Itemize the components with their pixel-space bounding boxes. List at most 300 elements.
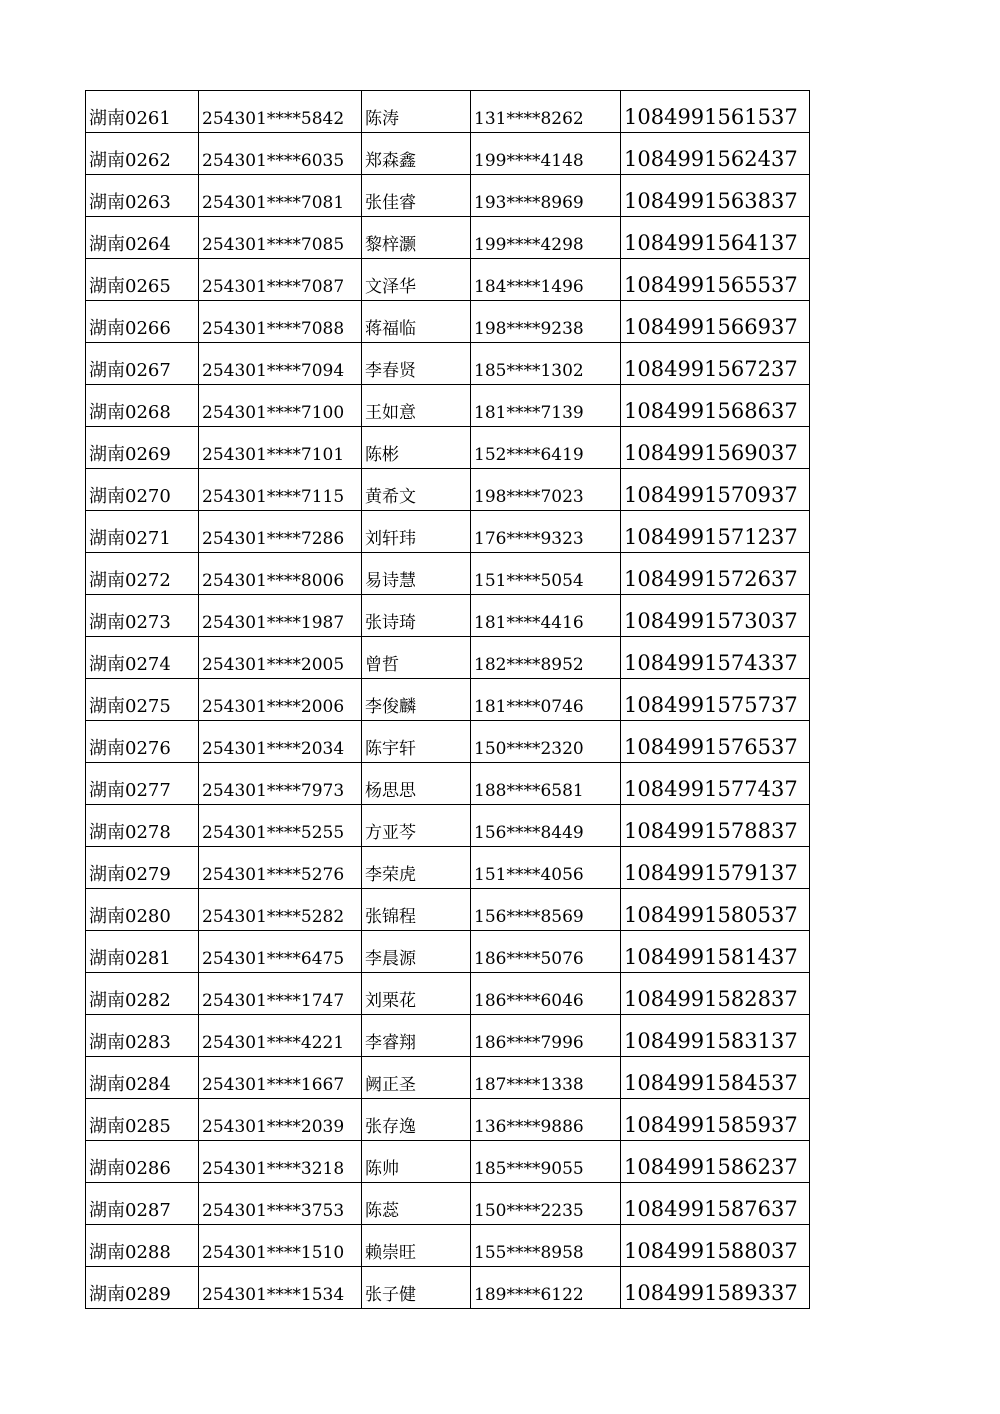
code-cell bbox=[86, 1225, 199, 1267]
tracking-number-text: 1084991579137 bbox=[624, 861, 798, 885]
name-text: 张存逸 bbox=[365, 1117, 416, 1137]
name-cell bbox=[362, 1267, 471, 1309]
phone-text: 136****9886 bbox=[474, 1117, 584, 1137]
tracking-number-text: 1084991570937 bbox=[624, 483, 798, 507]
table-row bbox=[86, 805, 810, 847]
tracking-number-cell bbox=[621, 217, 810, 259]
phone-cell bbox=[471, 1015, 621, 1057]
phone-cell bbox=[471, 1057, 621, 1099]
code-cell bbox=[86, 343, 199, 385]
phone-cell bbox=[471, 679, 621, 721]
id-number-cell bbox=[199, 1057, 362, 1099]
id-number-cell bbox=[199, 595, 362, 637]
table-row bbox=[86, 1141, 810, 1183]
name-cell bbox=[362, 469, 471, 511]
code-text: 湖南0276 bbox=[89, 738, 171, 759]
id-number-text: 254301****1987 bbox=[202, 613, 345, 633]
table-row bbox=[86, 469, 810, 511]
code-text: 湖南0273 bbox=[89, 612, 171, 633]
id-number-cell bbox=[199, 1267, 362, 1309]
tracking-number-cell bbox=[621, 973, 810, 1015]
name-text: 李睿翔 bbox=[365, 1033, 416, 1053]
id-number-text: 254301****7115 bbox=[202, 487, 345, 507]
phone-text: 181****7139 bbox=[474, 403, 584, 423]
name-cell bbox=[362, 931, 471, 973]
tracking-number-cell bbox=[621, 511, 810, 553]
name-text: 曾哲 bbox=[365, 655, 399, 675]
table-row bbox=[86, 763, 810, 805]
code-text: 湖南0278 bbox=[89, 822, 171, 843]
table-row bbox=[86, 343, 810, 385]
id-number-text: 254301****8006 bbox=[202, 571, 345, 591]
name-cell bbox=[362, 91, 471, 133]
name-cell bbox=[362, 1015, 471, 1057]
id-number-cell bbox=[199, 301, 362, 343]
id-number-cell bbox=[199, 511, 362, 553]
name-text: 陈帅 bbox=[365, 1159, 399, 1179]
code-cell bbox=[86, 679, 199, 721]
tracking-number-cell bbox=[621, 1267, 810, 1309]
tracking-number-cell bbox=[621, 133, 810, 175]
id-number-cell bbox=[199, 469, 362, 511]
tracking-number-cell bbox=[621, 1183, 810, 1225]
tracking-number-cell bbox=[621, 385, 810, 427]
tracking-number-cell bbox=[621, 259, 810, 301]
table-row bbox=[86, 553, 810, 595]
phone-text: 199****4148 bbox=[474, 151, 584, 171]
name-text: 李晨源 bbox=[365, 949, 416, 969]
code-text: 湖南0282 bbox=[89, 990, 171, 1011]
table-body bbox=[86, 91, 810, 1309]
tracking-number-text: 1084991565537 bbox=[624, 273, 798, 297]
id-number-cell bbox=[199, 259, 362, 301]
tracking-number-cell bbox=[621, 301, 810, 343]
tracking-number-text: 1084991588037 bbox=[624, 1239, 798, 1263]
tracking-number-cell bbox=[621, 637, 810, 679]
name-cell bbox=[362, 637, 471, 679]
table-row bbox=[86, 511, 810, 553]
name-cell bbox=[362, 217, 471, 259]
name-text: 赖崇旺 bbox=[365, 1243, 416, 1263]
table-row bbox=[86, 1183, 810, 1225]
id-number-text: 254301****7973 bbox=[202, 781, 345, 801]
code-cell bbox=[86, 973, 199, 1015]
id-number-cell bbox=[199, 1141, 362, 1183]
code-text: 湖南0288 bbox=[89, 1242, 171, 1263]
code-cell bbox=[86, 1099, 199, 1141]
id-number-text: 254301****1667 bbox=[202, 1075, 345, 1095]
name-text: 陈彬 bbox=[365, 445, 399, 465]
name-text: 陈涛 bbox=[365, 109, 399, 129]
name-text: 陈蕊 bbox=[365, 1201, 399, 1221]
phone-text: 185****9055 bbox=[474, 1159, 584, 1179]
code-text: 湖南0266 bbox=[89, 318, 171, 339]
table-row bbox=[86, 595, 810, 637]
id-number-cell bbox=[199, 217, 362, 259]
tracking-number-text: 1084991587637 bbox=[624, 1197, 798, 1221]
data-table bbox=[85, 90, 810, 1309]
table-row bbox=[86, 889, 810, 931]
code-text: 湖南0283 bbox=[89, 1032, 171, 1053]
table-row bbox=[86, 931, 810, 973]
id-number-cell bbox=[199, 385, 362, 427]
phone-text: 151****5054 bbox=[474, 571, 584, 591]
phone-cell bbox=[471, 91, 621, 133]
id-number-text: 254301****7081 bbox=[202, 193, 345, 213]
tracking-number-cell bbox=[621, 427, 810, 469]
phone-text: 181****4416 bbox=[474, 613, 584, 633]
table-row bbox=[86, 301, 810, 343]
code-text: 湖南0269 bbox=[89, 444, 171, 465]
code-cell bbox=[86, 259, 199, 301]
name-cell bbox=[362, 133, 471, 175]
tracking-number-cell bbox=[621, 763, 810, 805]
phone-cell bbox=[471, 595, 621, 637]
tracking-number-text: 1084991577437 bbox=[624, 777, 798, 801]
code-cell bbox=[86, 553, 199, 595]
id-number-text: 254301****2005 bbox=[202, 655, 345, 675]
tracking-number-cell bbox=[621, 931, 810, 973]
tracking-number-text: 1084991569037 bbox=[624, 441, 798, 465]
name-text: 陈宇轩 bbox=[365, 739, 416, 759]
name-cell bbox=[362, 1099, 471, 1141]
name-cell bbox=[362, 721, 471, 763]
code-cell bbox=[86, 889, 199, 931]
name-cell bbox=[362, 763, 471, 805]
name-cell bbox=[362, 427, 471, 469]
phone-cell bbox=[471, 343, 621, 385]
phone-cell bbox=[471, 301, 621, 343]
code-cell bbox=[86, 385, 199, 427]
id-number-text: 254301****2034 bbox=[202, 739, 345, 759]
table-row bbox=[86, 973, 810, 1015]
phone-text: 176****9323 bbox=[474, 529, 584, 549]
id-number-cell bbox=[199, 847, 362, 889]
name-text: 李荣虎 bbox=[365, 865, 416, 885]
name-cell bbox=[362, 889, 471, 931]
name-cell bbox=[362, 511, 471, 553]
phone-text: 156****8569 bbox=[474, 907, 584, 927]
tracking-number-cell bbox=[621, 889, 810, 931]
name-text: 张佳睿 bbox=[365, 193, 416, 213]
id-number-cell bbox=[199, 1225, 362, 1267]
code-cell bbox=[86, 721, 199, 763]
code-cell bbox=[86, 217, 199, 259]
id-number-text: 254301****7100 bbox=[202, 403, 345, 423]
table-row bbox=[86, 679, 810, 721]
tracking-number-cell bbox=[621, 721, 810, 763]
id-number-text: 254301****3753 bbox=[202, 1201, 345, 1221]
phone-text: 186****5076 bbox=[474, 949, 584, 969]
name-text: 刘轩玮 bbox=[365, 529, 416, 549]
id-number-text: 254301****7286 bbox=[202, 529, 345, 549]
table-row bbox=[86, 259, 810, 301]
phone-cell bbox=[471, 1267, 621, 1309]
code-text: 湖南0261 bbox=[89, 108, 171, 129]
phone-text: 198****9238 bbox=[474, 319, 584, 339]
tracking-number-cell bbox=[621, 1015, 810, 1057]
name-text: 郑森鑫 bbox=[365, 151, 416, 171]
phone-cell bbox=[471, 511, 621, 553]
code-text: 湖南0280 bbox=[89, 906, 171, 927]
code-cell bbox=[86, 133, 199, 175]
phone-text: 150****2320 bbox=[474, 739, 584, 759]
code-text: 湖南0264 bbox=[89, 234, 171, 255]
phone-cell bbox=[471, 1141, 621, 1183]
phone-text: 150****2235 bbox=[474, 1201, 584, 1221]
name-cell bbox=[362, 301, 471, 343]
tracking-number-text: 1084991561537 bbox=[624, 105, 798, 129]
name-cell bbox=[362, 805, 471, 847]
tracking-number-text: 1084991562437 bbox=[624, 147, 798, 171]
id-number-text: 254301****1534 bbox=[202, 1285, 345, 1305]
phone-cell bbox=[471, 973, 621, 1015]
code-text: 湖南0263 bbox=[89, 192, 171, 213]
phone-text: 193****8969 bbox=[474, 193, 584, 213]
table-row bbox=[86, 427, 810, 469]
tracking-number-cell bbox=[621, 595, 810, 637]
table-row bbox=[86, 1225, 810, 1267]
phone-cell bbox=[471, 133, 621, 175]
tracking-number-cell bbox=[621, 175, 810, 217]
phone-cell bbox=[471, 469, 621, 511]
tracking-number-text: 1084991571237 bbox=[624, 525, 798, 549]
name-cell bbox=[362, 847, 471, 889]
code-text: 湖南0274 bbox=[89, 654, 171, 675]
table-row bbox=[86, 847, 810, 889]
tracking-number-text: 1084991584537 bbox=[624, 1071, 798, 1095]
id-number-text: 254301****6035 bbox=[202, 151, 345, 171]
phone-text: 151****4056 bbox=[474, 865, 584, 885]
name-cell bbox=[362, 175, 471, 217]
id-number-text: 254301****1747 bbox=[202, 991, 345, 1011]
phone-cell bbox=[471, 763, 621, 805]
tracking-number-cell bbox=[621, 1057, 810, 1099]
table-row bbox=[86, 91, 810, 133]
name-text: 李俊麟 bbox=[365, 697, 416, 717]
phone-cell bbox=[471, 427, 621, 469]
name-text: 黎梓灏 bbox=[365, 235, 416, 255]
code-cell bbox=[86, 1267, 199, 1309]
tracking-number-text: 1084991581437 bbox=[624, 945, 798, 969]
table-row bbox=[86, 1015, 810, 1057]
phone-text: 181****0746 bbox=[474, 697, 584, 717]
table-row bbox=[86, 637, 810, 679]
tracking-number-cell bbox=[621, 1099, 810, 1141]
phone-text: 182****8952 bbox=[474, 655, 584, 675]
tracking-number-text: 1084991586237 bbox=[624, 1155, 798, 1179]
code-text: 湖南0262 bbox=[89, 150, 171, 171]
id-number-cell bbox=[199, 763, 362, 805]
name-text: 易诗慧 bbox=[365, 571, 416, 591]
id-number-cell bbox=[199, 343, 362, 385]
name-cell bbox=[362, 343, 471, 385]
phone-cell bbox=[471, 1225, 621, 1267]
name-text: 王如意 bbox=[365, 403, 416, 423]
name-text: 刘栗花 bbox=[365, 991, 416, 1011]
tracking-number-text: 1084991566937 bbox=[624, 315, 798, 339]
name-cell bbox=[362, 259, 471, 301]
tracking-number-cell bbox=[621, 1141, 810, 1183]
id-number-text: 254301****3218 bbox=[202, 1159, 345, 1179]
phone-text: 185****1302 bbox=[474, 361, 584, 381]
code-text: 湖南0281 bbox=[89, 948, 171, 969]
id-number-cell bbox=[199, 427, 362, 469]
tracking-number-cell bbox=[621, 847, 810, 889]
code-text: 湖南0279 bbox=[89, 864, 171, 885]
phone-text: 156****8449 bbox=[474, 823, 584, 843]
phone-cell bbox=[471, 637, 621, 679]
code-text: 湖南0286 bbox=[89, 1158, 171, 1179]
tracking-number-text: 1084991573037 bbox=[624, 609, 798, 633]
id-number-cell bbox=[199, 553, 362, 595]
code-cell bbox=[86, 1183, 199, 1225]
tracking-number-text: 1084991580537 bbox=[624, 903, 798, 927]
name-text: 杨思思 bbox=[365, 781, 416, 801]
code-cell bbox=[86, 1141, 199, 1183]
name-text: 蒋福临 bbox=[365, 319, 416, 339]
name-text: 李春贤 bbox=[365, 361, 416, 381]
phone-cell bbox=[471, 1183, 621, 1225]
phone-text: 199****4298 bbox=[474, 235, 584, 255]
id-number-cell bbox=[199, 637, 362, 679]
name-text: 张子健 bbox=[365, 1285, 416, 1305]
code-cell bbox=[86, 595, 199, 637]
tracking-number-text: 1084991582837 bbox=[624, 987, 798, 1011]
id-number-text: 254301****7088 bbox=[202, 319, 345, 339]
phone-cell bbox=[471, 1099, 621, 1141]
tracking-number-text: 1084991574337 bbox=[624, 651, 798, 675]
tracking-number-text: 1084991585937 bbox=[624, 1113, 798, 1137]
table-row bbox=[86, 133, 810, 175]
code-cell bbox=[86, 1015, 199, 1057]
code-cell bbox=[86, 469, 199, 511]
code-cell bbox=[86, 931, 199, 973]
table-row bbox=[86, 385, 810, 427]
code-cell bbox=[86, 847, 199, 889]
id-number-text: 254301****7101 bbox=[202, 445, 345, 465]
phone-cell bbox=[471, 931, 621, 973]
code-cell bbox=[86, 175, 199, 217]
tracking-number-text: 1084991564137 bbox=[624, 231, 798, 255]
code-cell bbox=[86, 1057, 199, 1099]
code-cell bbox=[86, 91, 199, 133]
id-number-cell bbox=[199, 931, 362, 973]
phone-cell bbox=[471, 385, 621, 427]
name-text: 阙正圣 bbox=[365, 1075, 416, 1095]
tracking-number-text: 1084991572637 bbox=[624, 567, 798, 591]
tracking-number-text: 1084991568637 bbox=[624, 399, 798, 423]
id-number-cell bbox=[199, 805, 362, 847]
name-text: 张锦程 bbox=[365, 907, 416, 927]
id-number-text: 254301****5842 bbox=[202, 109, 345, 129]
phone-text: 187****1338 bbox=[474, 1075, 584, 1095]
code-text: 湖南0277 bbox=[89, 780, 171, 801]
id-number-text: 254301****5276 bbox=[202, 865, 345, 885]
id-number-cell bbox=[199, 1183, 362, 1225]
phone-text: 152****6419 bbox=[474, 445, 584, 465]
id-number-cell bbox=[199, 133, 362, 175]
name-text: 张诗琦 bbox=[365, 613, 416, 633]
tracking-number-cell bbox=[621, 91, 810, 133]
name-cell bbox=[362, 553, 471, 595]
code-text: 湖南0271 bbox=[89, 528, 171, 549]
table-row bbox=[86, 1099, 810, 1141]
name-cell bbox=[362, 973, 471, 1015]
phone-cell bbox=[471, 175, 621, 217]
phone-cell bbox=[471, 553, 621, 595]
table-row bbox=[86, 1267, 810, 1309]
tracking-number-text: 1084991589337 bbox=[624, 1281, 798, 1305]
name-cell bbox=[362, 1141, 471, 1183]
id-number-cell bbox=[199, 1099, 362, 1141]
code-cell bbox=[86, 301, 199, 343]
code-cell bbox=[86, 427, 199, 469]
phone-cell bbox=[471, 805, 621, 847]
table-row bbox=[86, 721, 810, 763]
id-number-text: 254301****5255 bbox=[202, 823, 345, 843]
phone-text: 198****7023 bbox=[474, 487, 584, 507]
id-number-cell bbox=[199, 973, 362, 1015]
phone-cell bbox=[471, 847, 621, 889]
name-cell bbox=[362, 1225, 471, 1267]
phone-text: 189****6122 bbox=[474, 1285, 584, 1305]
tracking-number-text: 1084991578837 bbox=[624, 819, 798, 843]
name-cell bbox=[362, 595, 471, 637]
table-row bbox=[86, 1057, 810, 1099]
table-row bbox=[86, 175, 810, 217]
name-cell bbox=[362, 1183, 471, 1225]
code-text: 湖南0267 bbox=[89, 360, 171, 381]
name-cell bbox=[362, 1057, 471, 1099]
id-number-cell bbox=[199, 889, 362, 931]
code-text: 湖南0284 bbox=[89, 1074, 171, 1095]
tracking-number-text: 1084991567237 bbox=[624, 357, 798, 381]
phone-text: 186****7996 bbox=[474, 1033, 584, 1053]
id-number-cell bbox=[199, 91, 362, 133]
tracking-number-cell bbox=[621, 679, 810, 721]
tracking-number-cell bbox=[621, 469, 810, 511]
tracking-number-text: 1084991576537 bbox=[624, 735, 798, 759]
name-text: 文泽华 bbox=[365, 277, 416, 297]
id-number-cell bbox=[199, 679, 362, 721]
code-text: 湖南0268 bbox=[89, 402, 171, 423]
code-text: 湖南0272 bbox=[89, 570, 171, 591]
id-number-cell bbox=[199, 721, 362, 763]
id-number-text: 254301****7087 bbox=[202, 277, 345, 297]
id-number-text: 254301****5282 bbox=[202, 907, 345, 927]
code-text: 湖南0265 bbox=[89, 276, 171, 297]
id-number-text: 254301****4221 bbox=[202, 1033, 345, 1053]
code-text: 湖南0275 bbox=[89, 696, 171, 717]
tracking-number-text: 1084991575737 bbox=[624, 693, 798, 717]
code-cell bbox=[86, 805, 199, 847]
tracking-number-cell bbox=[621, 805, 810, 847]
phone-text: 155****8958 bbox=[474, 1243, 584, 1263]
code-text: 湖南0285 bbox=[89, 1116, 171, 1137]
tracking-number-cell bbox=[621, 343, 810, 385]
tracking-number-cell bbox=[621, 1225, 810, 1267]
id-number-text: 254301****2006 bbox=[202, 697, 345, 717]
id-number-text: 254301****6475 bbox=[202, 949, 345, 969]
name-text: 方亚芩 bbox=[365, 823, 416, 843]
phone-text: 188****6581 bbox=[474, 781, 584, 801]
code-cell bbox=[86, 511, 199, 553]
name-cell bbox=[362, 679, 471, 721]
phone-text: 131****8262 bbox=[474, 109, 584, 129]
phone-cell bbox=[471, 889, 621, 931]
id-number-text: 254301****7085 bbox=[202, 235, 345, 255]
